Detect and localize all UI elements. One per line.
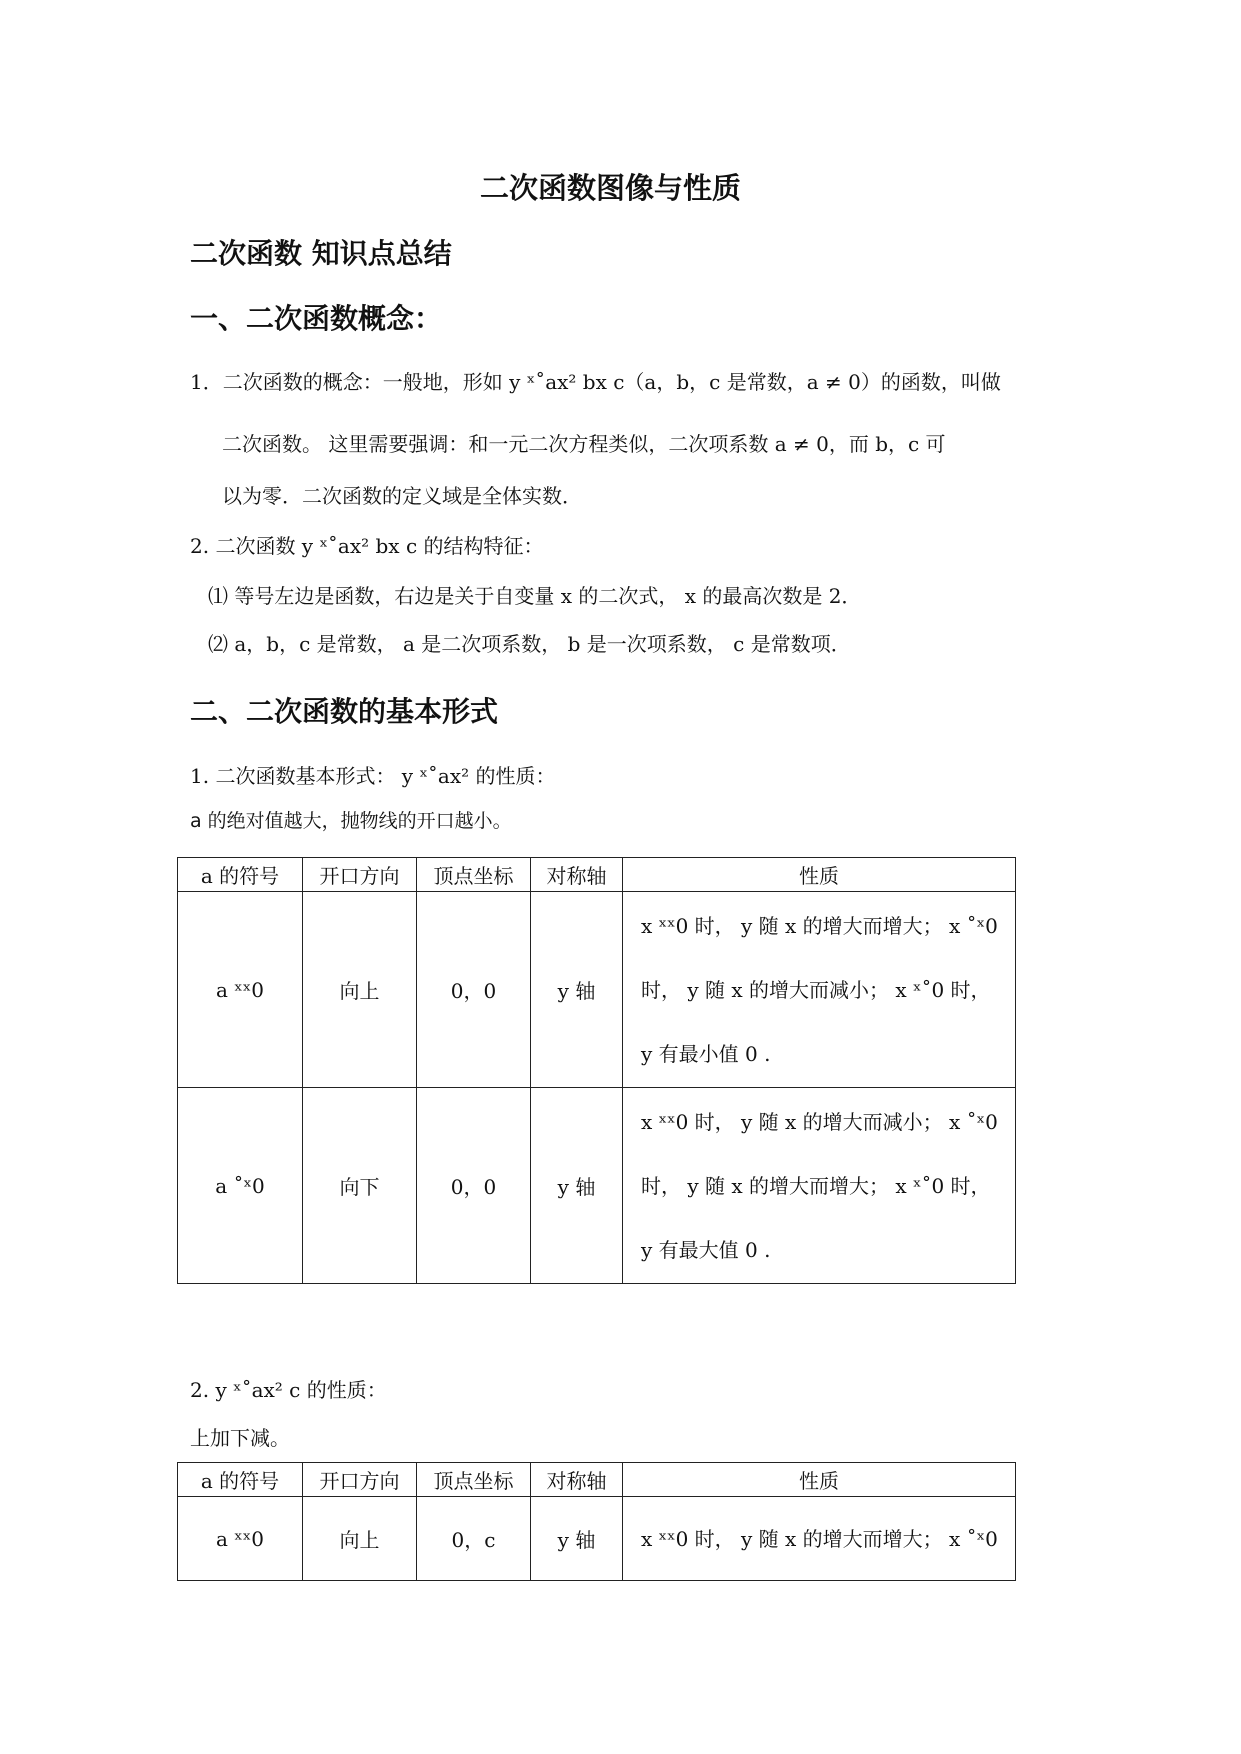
cell-axis: y 轴: [531, 1088, 623, 1284]
header-direction: 开口方向: [303, 858, 417, 892]
property-line: x ˣˣ0 时， y 随 x 的增大而减小； x ˚ˣ0: [641, 1109, 998, 1134]
cell-axis: y 轴: [531, 1497, 623, 1581]
table-row: [178, 892, 1016, 1088]
header-axis: 对称轴: [531, 858, 623, 892]
header-direction: 开口方向: [303, 1463, 417, 1497]
table-row: [178, 1497, 1016, 1581]
header-vertex: 顶点坐标: [417, 1463, 531, 1497]
concept-item-2-sub-2: ⑵ a，b，c 是常数， a 是二次项系数， b 是一次项系数， c 是常数项．: [208, 632, 851, 656]
form1-label: 1. 二次函数基本形式： y ˣ˚ax² 的性质：: [190, 764, 556, 788]
form1-note: a 的绝对值越大，抛物线的开口越小。: [190, 810, 512, 832]
header-vertex: 顶点坐标: [417, 858, 531, 892]
header-properties: 性质: [623, 858, 1016, 892]
property-line: y 有最小值 0 .: [641, 1041, 771, 1066]
concept-item-2-sub-1: ⑴ 等号左边是函数，右边是关于自变量 x 的二次式， x 的最高次数是 2．: [208, 584, 862, 608]
table-row: [178, 1088, 1016, 1284]
properties-table-2: [177, 1462, 1016, 1581]
page-title: 二次函数图像与性质: [480, 171, 742, 205]
cell-sign: a ˣˣ0: [178, 892, 303, 1088]
cell-properties: [623, 1088, 1016, 1284]
property-line: x ˣˣ0 时， y 随 x 的增大而增大； x ˚ˣ0: [641, 913, 998, 938]
form2-note: 上加下减。: [190, 1426, 290, 1450]
header-properties: 性质: [623, 1463, 1016, 1497]
concept-item-1-line-2: 二次函数。 这里需要强调：和一元二次方程类似，二次项系数 a ≠ 0，而 b，c 可: [222, 432, 946, 456]
form2-label: 2. y ˣ˚ax² c 的性质：: [190, 1378, 387, 1402]
header-axis: 对称轴: [531, 1463, 623, 1497]
section2-heading: 二、二次函数的基本形式: [190, 695, 499, 728]
cell-vertex: 0，0: [417, 892, 531, 1088]
cell-direction: 向上: [303, 892, 417, 1088]
property-line: y 有最大值 0 .: [641, 1237, 771, 1262]
cell-direction: 向下: [303, 1088, 417, 1284]
table-header-row: [178, 858, 1016, 892]
cell-sign: a ˚ˣ0: [178, 1088, 303, 1284]
cell-properties: [623, 892, 1016, 1088]
properties-table-1: [177, 857, 1016, 1284]
concept-item-2: 2. 二次函数 y ˣ˚ax² bx c 的结构特征：: [190, 534, 544, 558]
cell-sign: a ˣˣ0: [178, 1497, 303, 1581]
concept-item-1-line-3: 以为零．二次函数的定义域是全体实数．: [222, 484, 582, 508]
property-line: 时， y 随 x 的增大而增大； x ˣ˚0 时，: [641, 1173, 991, 1198]
property-line: x ˣˣ0 时， y 随 x 的增大而增大； x ˚ˣ0: [641, 1526, 998, 1551]
document-subtitle: 二次函数 知识点总结: [190, 237, 452, 270]
cell-axis: y 轴: [531, 892, 623, 1088]
cell-vertex: 0，c: [417, 1497, 531, 1581]
cell-direction: 向上: [303, 1497, 417, 1581]
concept-item-1-line-1: 1．二次函数的概念：一般地，形如 y ˣ˚ax² bx c（a，b，c 是常数，a ≠ 0）的函数，叫做: [190, 370, 1001, 394]
table-header-row: [178, 1463, 1016, 1497]
section1-heading: 一、二次函数概念：: [190, 302, 443, 335]
cell-vertex: 0，0: [417, 1088, 531, 1284]
property-line: 时， y 随 x 的增大而减小； x ˣ˚0 时，: [641, 977, 991, 1002]
header-sign: a 的符号: [178, 858, 303, 892]
cell-properties: [623, 1497, 1016, 1581]
header-sign: a 的符号: [178, 1463, 303, 1497]
